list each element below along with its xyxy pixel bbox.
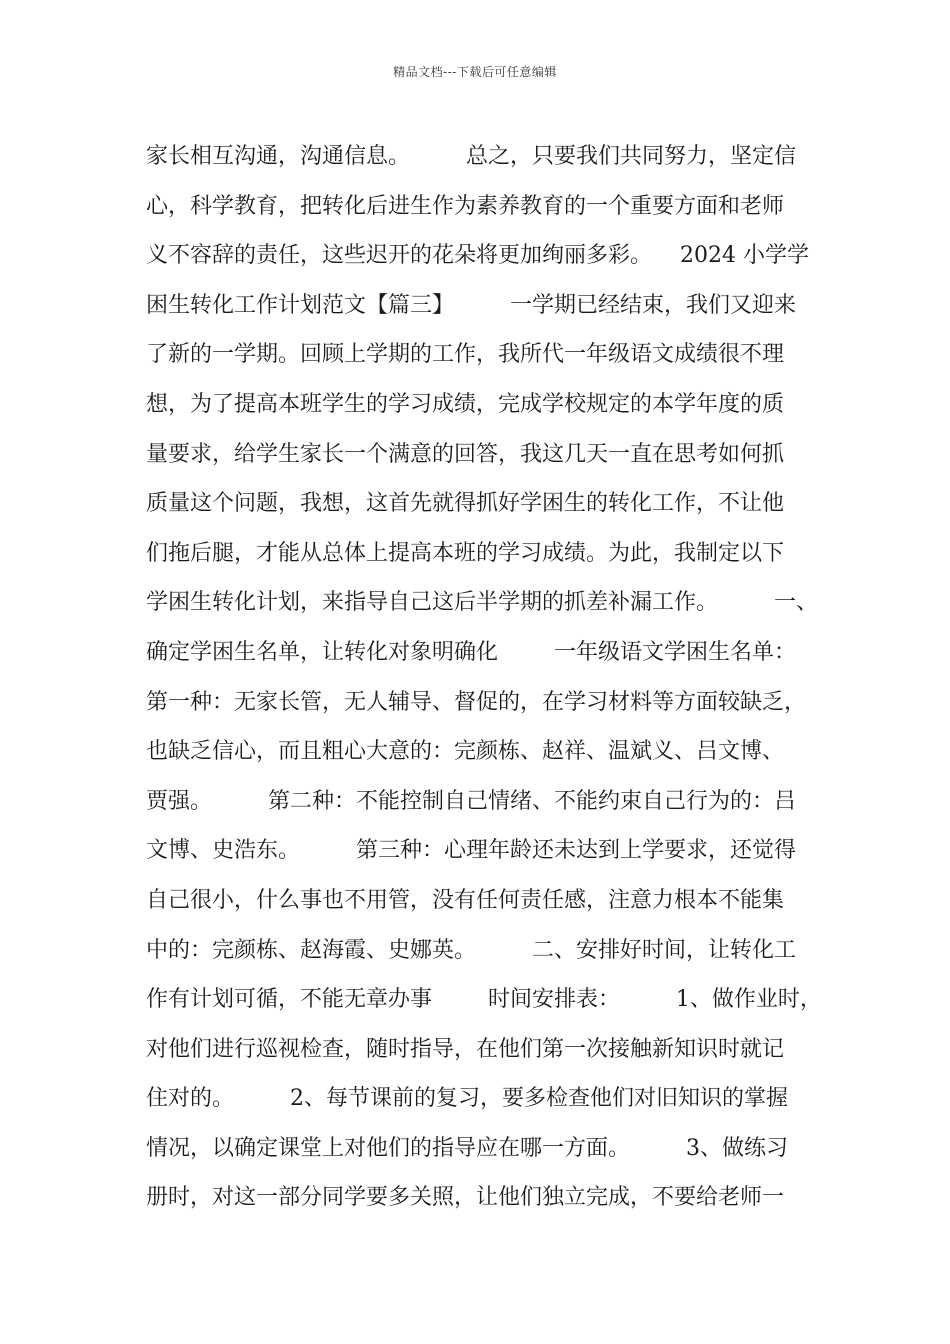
document-body: [146, 132, 826, 1223]
text-line: 义不容辞的责任，这些迟开的花朵将更加绚丽多彩。 2024 小学学: [146, 243, 809, 269]
text-line: 想，为了提高本班学生的学习成绩，完成学校规定的本学年度的质: [146, 391, 785, 417]
text-line: 学困生转化计划，来指导自己这后半学期的抓差补漏工作。 一、: [146, 590, 818, 616]
text-line: 也缺乏信心，而且粗心大意的：完颜栋、赵祥、温斌义、吕文博、: [146, 739, 785, 765]
text-line: 贾强。 第二种：不能控制自己情绪、不能约束自己行为的：吕: [146, 788, 796, 814]
page-header: 精品文档---下载后可任意编辑: [393, 65, 557, 79]
text-line: 们拖后腿，才能从总体上提高本班的学习成绩。为此，我制定以下: [146, 540, 785, 566]
text-line: 家长相互沟通，沟通信息。 总之，只要我们共同努力，坚定信: [146, 144, 796, 169]
text-line: 册时，对这一部分同学要多关照，让他们独立完成，不要给老师一: [146, 1185, 785, 1211]
text-line: 中的：完颜栋、赵海霞、史娜英。 二、安排好时间，让转化工: [146, 937, 796, 963]
text-line: 作有计划可循，不能无章办事 时间安排表： 1、做作业时，: [146, 987, 822, 1013]
text-line: 情况，以确定课堂上对他们的指导应在哪一方面。 3、做练习: [146, 1135, 788, 1161]
text-line: 困生转化工作计划范文【篇三】 一学期已经结束，我们又迎来: [146, 292, 796, 318]
text-line: 质量这个问题，我想，这首先就得抓好学困生的转化工作，不让他: [146, 491, 785, 517]
text-line: 文博、史浩东。 第三种：心理年龄还未达到上学要求，还觉得: [146, 838, 796, 864]
text-line: 住对的。 2、每节课前的复习，要多检查他们对旧知识的掌握: [146, 1086, 788, 1112]
text-line: 了新的一学期。回顾上学期的工作，我所代一年级语文成绩很不理: [146, 342, 785, 368]
text-line: 对他们进行巡视检查，随时指导，在他们第一次接触新知识时就记: [146, 1036, 785, 1062]
text-line: 自己很小，什么事也不用管，没有任何责任感，注意力根本不能集: [146, 887, 785, 913]
text-line: 心，科学教育，把转化后进生作为素养教育的一个重要方面和老师: [146, 193, 785, 219]
text-line: 第一种：无家长管，无人辅导、督促的，在学习材料等方面较缺乏，: [146, 689, 807, 715]
text-line: 量要求，给学生家长一个满意的回答，我这几天一直在思考如何抓: [146, 441, 785, 467]
text-line: 确定学困生名单，让转化对象明确化 一年级语文学困生名单：: [146, 639, 796, 665]
